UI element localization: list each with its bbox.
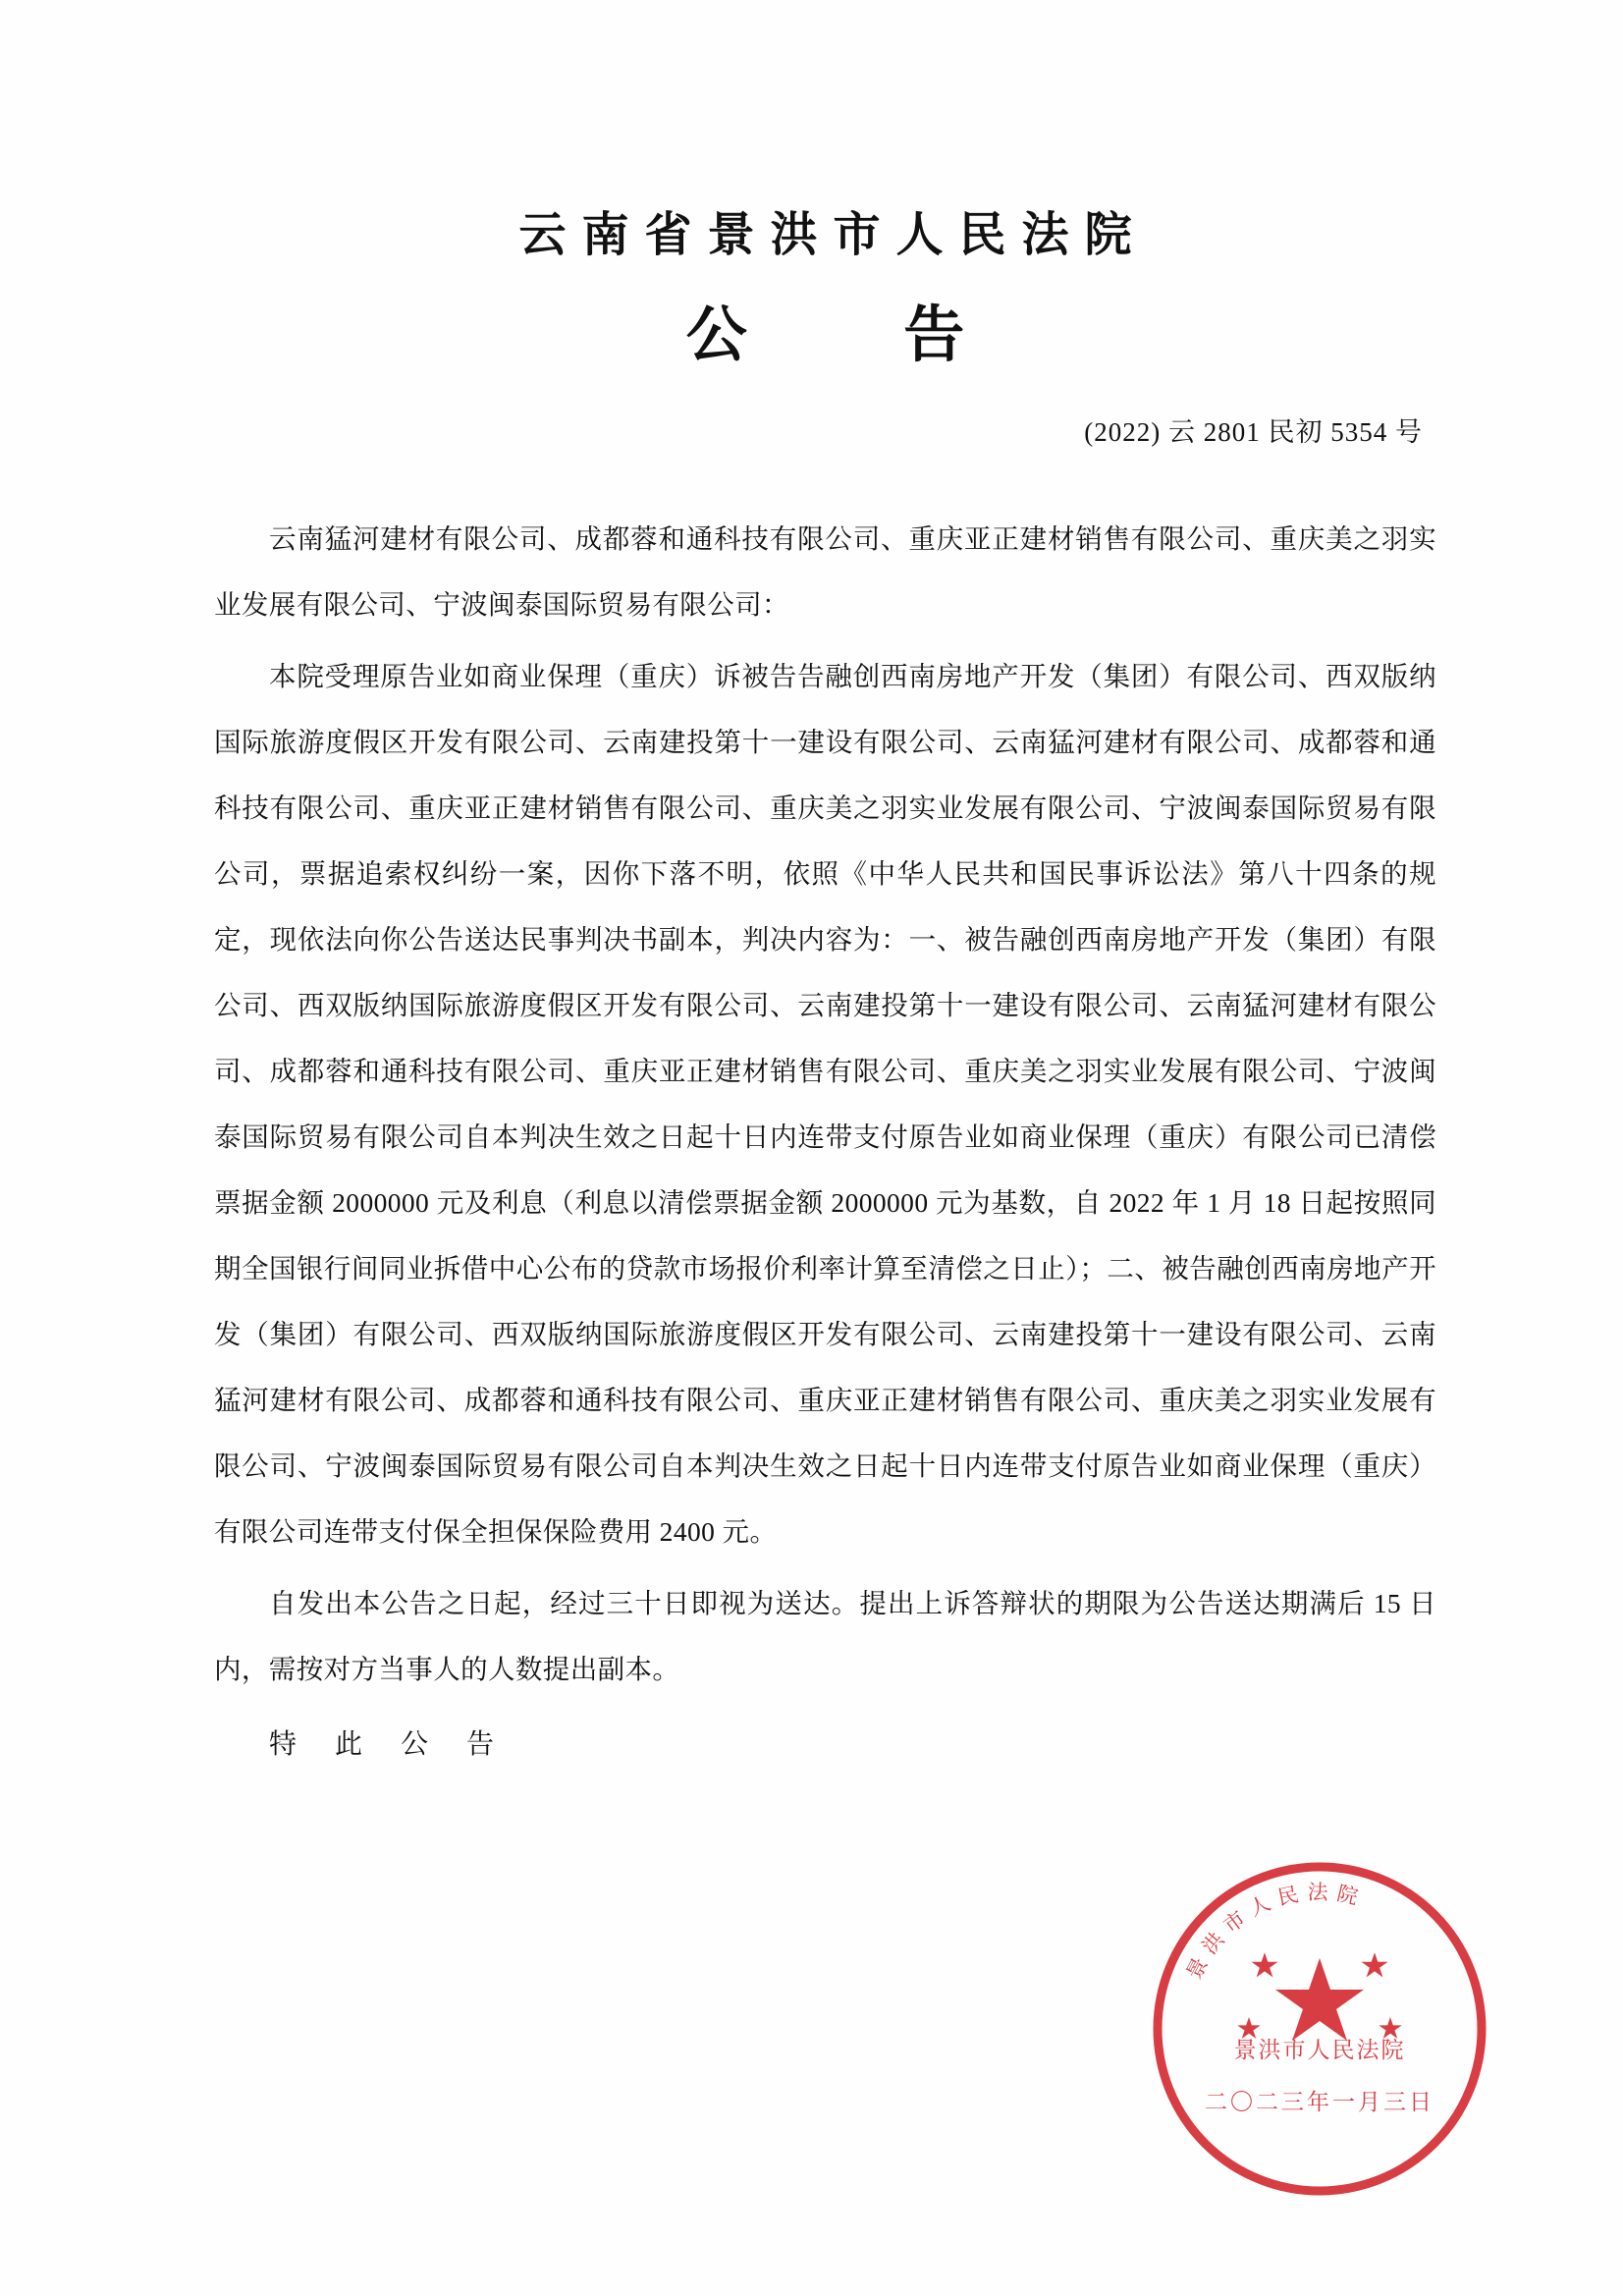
court-title: 云南省景洪市人民法院	[518, 209, 1148, 261]
official-seal	[1147, 1856, 1492, 2202]
seal-arc-text: 景洪市人民法院	[1182, 1881, 1368, 1984]
seal-date: 二〇二三年一月三日	[1205, 2089, 1434, 2114]
svg-text:景洪市人民法院	[1183, 1882, 1368, 1984]
main-body-paragraph: 本院受理原告业如商业保理（重庆）诉被告告融创西南房地产开发（集团）有限公司、西双版纳国际旅游度假区开发有限公司、云南建投第十一建设有限公司、云南猛河建材有限公司、成都蓉和通科技有限公司、重庆亚正建材销售有限公司、重庆美之羽实业发展有限公司、宁波闽泰国际贸易有限公司，票据追索权纠纷一案，因你下落不明，依照《中华人民共和国民事诉讼法》第八十四条的规定，现依法向你公告送达民事判决书副本，判决内容为：一、被告融创西南房地产开发（集团）有限公司、西双版纳国际旅游度假区开发有限公司、云南建投第十一建设有限公司、云南猛河建材有限公司、成都蓉和通科技有限公司、重庆亚正建材销售有限公司、重庆美之羽实业发展有限公司、宁波闽泰国际贸易有限公司自本判决生效之日起十日内连带支付原告业如商业保理（重庆）有限公司已清偿票据金额 2000000 元及利息（利息以清偿票据金额 2000000 元为基数，自 2022 年 1 月 18 日起按照同期全国银行间同业拆借中心公布的贷款市场报价利率计算至清偿之日止）；二、被告融创西南房地产开发（集团）有限公司、西双版纳国际旅游度假区开发有限公司、云南建投第十一建设有限公司、云南猛河建材有限公司、成都蓉和通科技有限公司、重庆亚正建材销售有限公司、重庆美之羽实业发展有限公司、宁波闽泰国际贸易有限公司自本判决生效之日起十日内连带支付原告业如商业保理（重庆）有限公司连带支付保全担保保险费用 2400 元。	[214, 661, 1436, 1547]
case-number: (2022) 云 2801 民初 5354 号	[1084, 417, 1423, 447]
page-title: 公 告	[685, 302, 1036, 369]
recipient-paragraph: 云南猛河建材有限公司、成都蓉和通科技有限公司、重庆亚正建材销售有限公司、重庆美之羽实业发展有限公司、宁波闽泰国际贸易有限公司：	[214, 523, 1436, 620]
seal-org-name: 景洪市人民法院	[1233, 2037, 1406, 2062]
document-body	[214, 196, 1436, 1777]
closing-statement: 特 此 公 告	[269, 1729, 511, 1760]
service-notice-paragraph: 自发出本公告之日起，经过三十日即视为送达。提出上诉答辩状的期限为公告送达期满后 15 日内，需按对方当事人的人数提出副本。	[214, 1588, 1436, 1684]
